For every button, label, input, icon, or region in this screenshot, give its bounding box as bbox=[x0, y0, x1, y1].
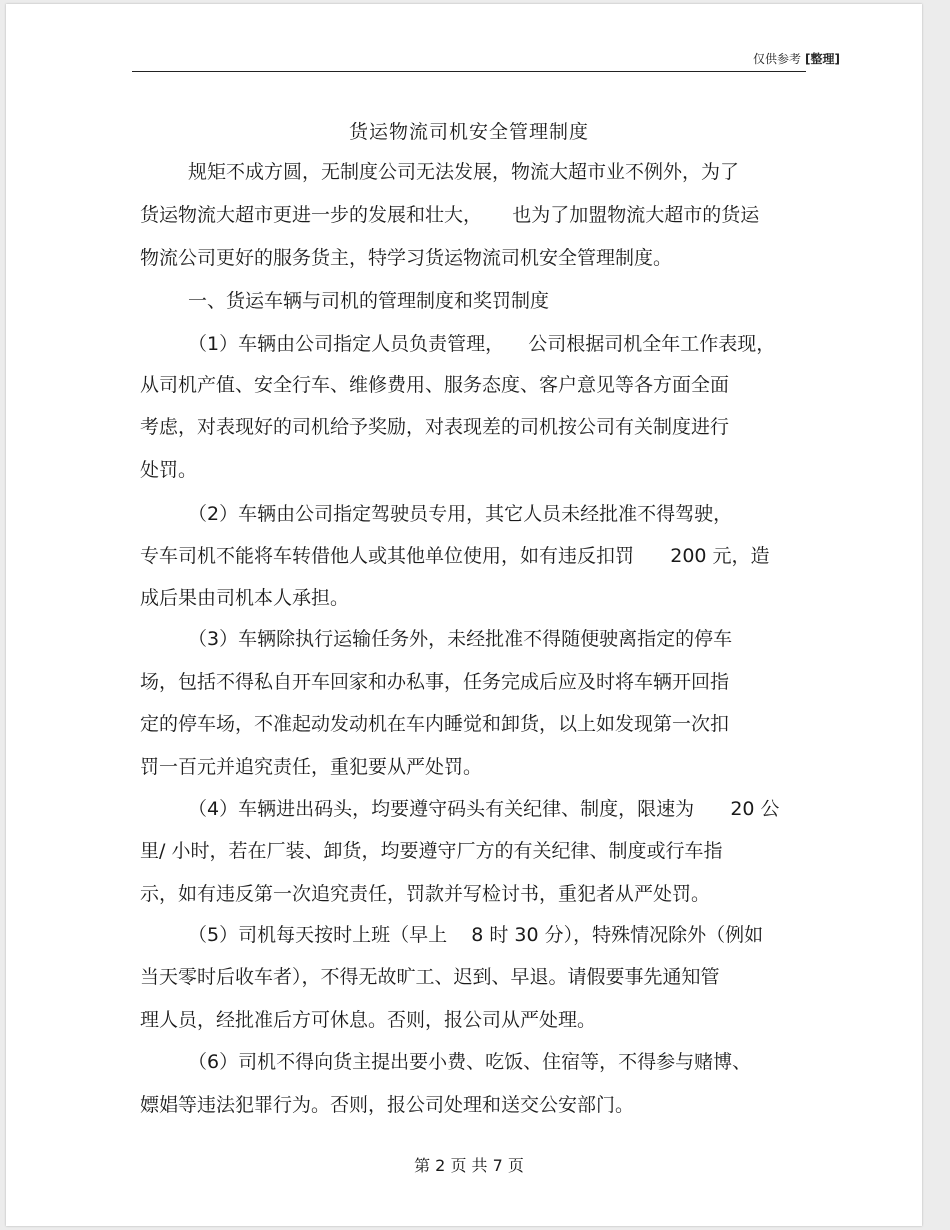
paragraph-line: 物流公司更好的服务货主，特学习货运物流司机安全管理制度。 bbox=[140, 247, 673, 269]
paragraph-line: 嫖娼等违法犯罪行为。否则，报公司处理和送交公安部门。 bbox=[140, 1094, 635, 1116]
page-number-footer: 第 2 页 共 7 页 bbox=[414, 1156, 524, 1175]
section-heading: 一、货运车辆与司机的管理制度和奖罚制度 bbox=[188, 290, 550, 312]
paragraph-line: （3）车辆除执行运输任务外，未经批准不得随便驶离指定的停车 bbox=[188, 628, 733, 650]
document-page bbox=[6, 4, 922, 1226]
paragraph-line: 货运物流大超市更进一步的发展和壮大， 也为了加盟物流大超市的货运 bbox=[140, 204, 760, 226]
header-note-text: 仅供参考 bbox=[753, 52, 802, 66]
paragraph-line: 里/ 小时，若在厂装、卸货，均要遵守厂方的有关纪律、制度或行车指 bbox=[140, 840, 723, 862]
paragraph-line: 专车司机不能将车转借他人或其他单位使用，如有违反扣罚 200 元，造 bbox=[140, 545, 770, 567]
paragraph-line: 定的停车场，不准起动发动机在车内睡觉和卸货，以上如发现第一次扣 bbox=[140, 713, 730, 735]
header-note bbox=[753, 50, 840, 67]
paragraph-line: （4）车辆进出码头，均要遵守码头有关纪律、制度，限速为 20 公 bbox=[188, 798, 780, 820]
paragraph-line: 从司机产值、安全行车、维修费用、服务态度、客户意见等各方面全面 bbox=[140, 374, 730, 396]
paragraph-line: （5）司机每天按时上班（早上 8 时 30 分），特殊情况除外（例如 bbox=[188, 924, 764, 946]
paragraph-line: 场，包括不得私自开车回家和办私事，任务完成后应及时将车辆开回指 bbox=[140, 671, 730, 693]
paragraph-line: 理人员，经批准后方可休息。否则，报公司从严处理。 bbox=[140, 1009, 597, 1031]
paragraph-line: 规矩不成方圆，无制度公司无法发展，物流大超市业不例外，为了 bbox=[188, 161, 740, 183]
document-title: 货运物流司机安全管理制度 bbox=[348, 121, 589, 143]
header-rule bbox=[132, 71, 806, 72]
paragraph-line: （6）司机不得向货主提出要小费、吃饭、住宿等，不得参与赌博、 bbox=[188, 1051, 752, 1073]
paragraph-line: （2）车辆由公司指定驾驶员专用，其它人员未经批准不得驾驶， bbox=[188, 503, 733, 525]
paragraph-line: 处罚。 bbox=[140, 459, 198, 481]
paragraph-line: 罚一百元并追究责任，重犯要从严处罚。 bbox=[140, 756, 483, 778]
paragraph-line: 当天零时后收车者），不得无故旷工、迟到、早退。请假要事先通知管 bbox=[140, 966, 720, 988]
header-tag: [整理] bbox=[805, 52, 840, 66]
paragraph-line: 成后果由司机本人承担。 bbox=[140, 587, 350, 609]
paragraph-line: 考虑，对表现好的司机给予奖励，对表现差的司机按公司有关制度进行 bbox=[140, 416, 730, 438]
paragraph-line: （1）车辆由公司指定人员负责管理， 公司根据司机全年工作表现， bbox=[188, 333, 776, 355]
paragraph-line: 示，如有违反第一次追究责任，罚款并写检讨书，重犯者从严处罚。 bbox=[140, 883, 711, 905]
